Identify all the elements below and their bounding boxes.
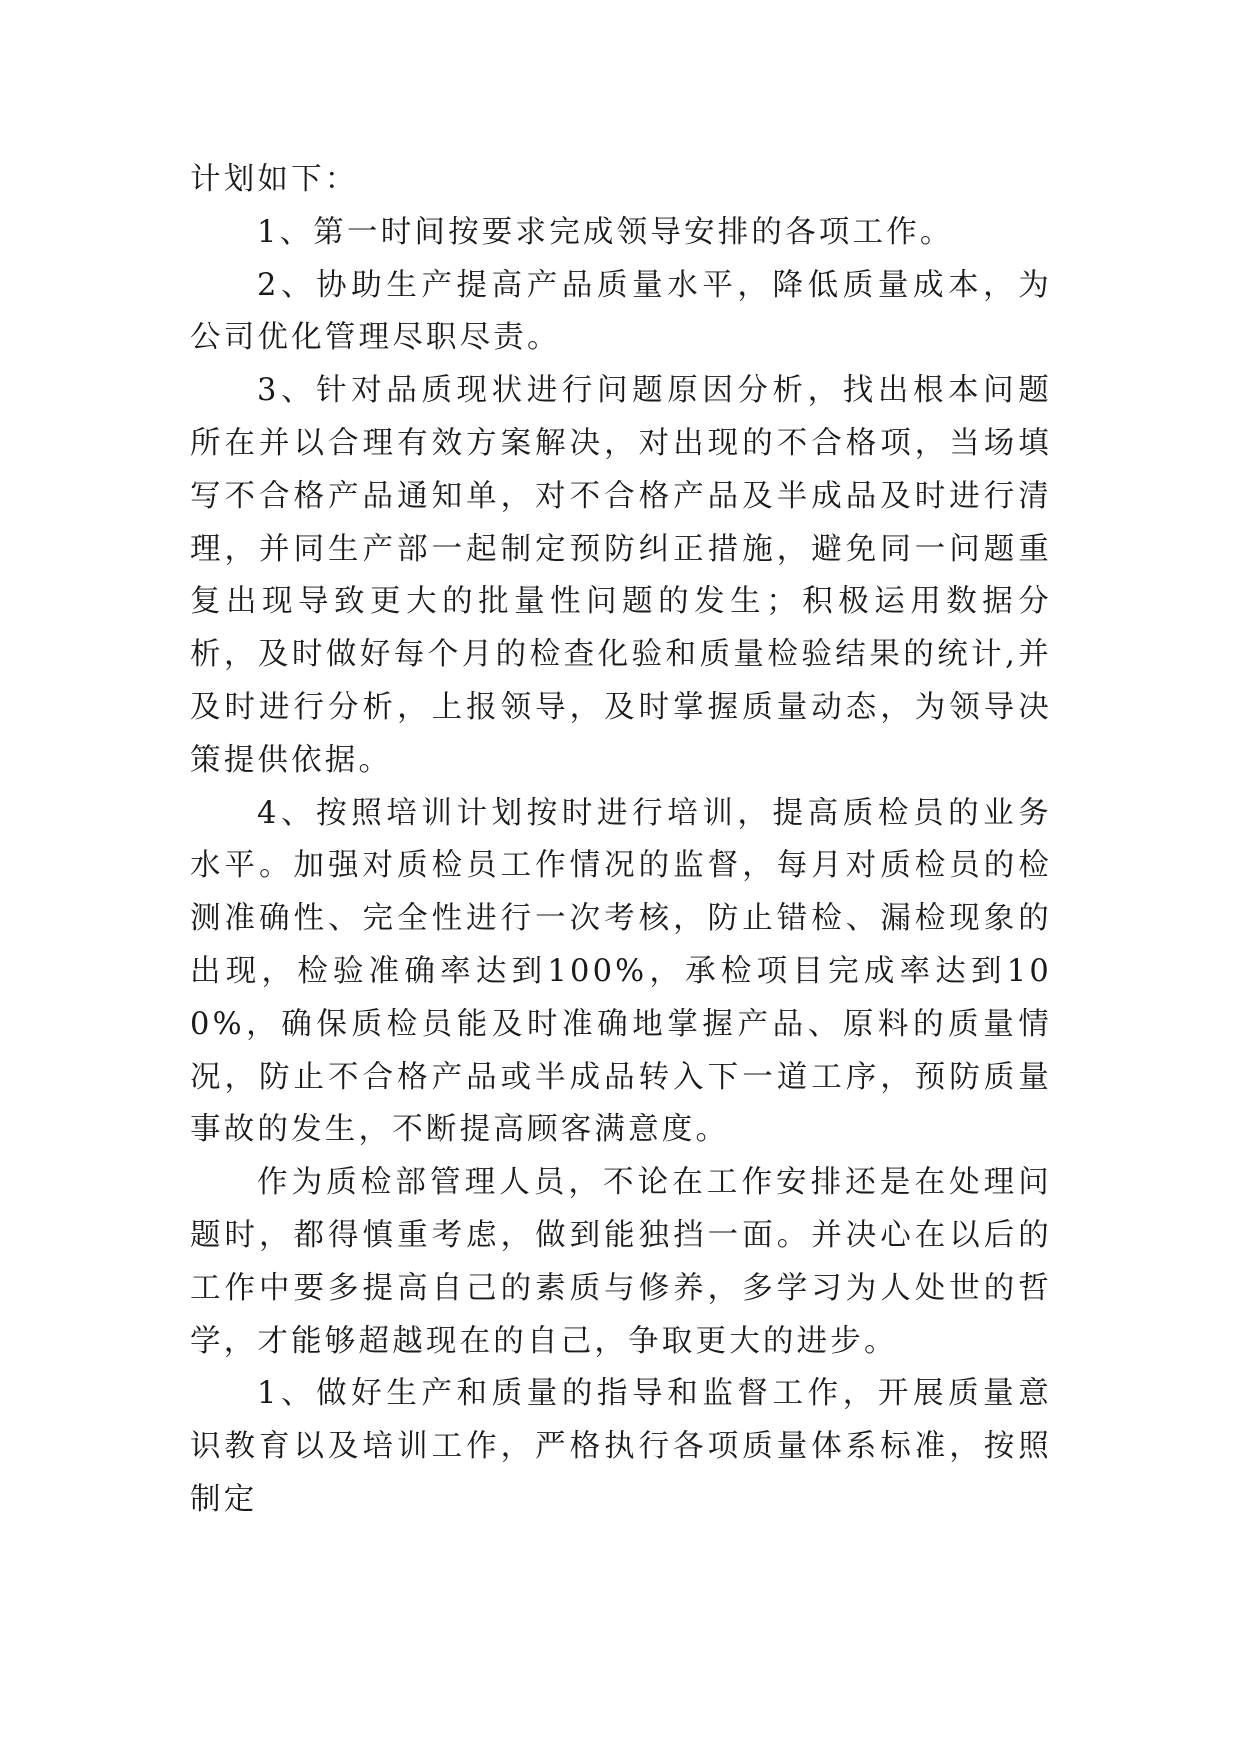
paragraph-item-3: 3、针对品质现状进行问题原因分析，找出根本问题所在并以合理有效方案解决，对出现的不合格项，当场填写不合格产品通知单，对不合格产品及半成品及时进行清理，并同生产部一起制定预防纠正措施，避免同一问题重复出现导致更大的批量性问题的发生；积极运用数据分析，及时做好每个月的检查化验和质量检验结果的统计,并及时进行分析，上报领导，及时掌握质量动态，为领导决策提供依据。 bbox=[190, 373, 1052, 778]
paragraph-next-item-1: 1、做好生产和质量的指导和监督工作，开展质量意识教育以及培训工作，严格执行各项质量体系标准，按照制定 bbox=[190, 1376, 1052, 1517]
document-body bbox=[190, 154, 1052, 1527]
paragraph-item-2: 2、协助生产提高产品质量水平，降低质量成本，为公司优化管理尽职尽责。 bbox=[190, 267, 1052, 356]
paragraph-item-4: 4、按照培训计划按时进行培训，提高质检员的业务水平。加强对质检员工作情况的监督，每月对质检员的检测准确性、完全性进行一次考核，防止错检、漏检现象的出现，检验准确率达到100%，承检项目完成率达到100%，确保质检员能及时准确地掌握产品、原料的质量情况，防止不合格产品或半成品转入下一道工序，预防质量事故的发生，不断提高顾客满意度。 bbox=[190, 795, 1052, 1148]
paragraph-intro: 计划如下： bbox=[190, 162, 359, 197]
paragraph-summary: 作为质检部管理人员，不论在工作安排还是在处理问题时，都得慎重考虑，做到能独挡一面。并决心在以后的工作中要多提高自己的素质与修养，多学习为人处世的哲学，才能够超越现在的自己，争取更大的进步。 bbox=[190, 1165, 1052, 1359]
paragraph-item-1: 1、第一时间按要求完成领导安排的各项工作。 bbox=[257, 214, 954, 250]
